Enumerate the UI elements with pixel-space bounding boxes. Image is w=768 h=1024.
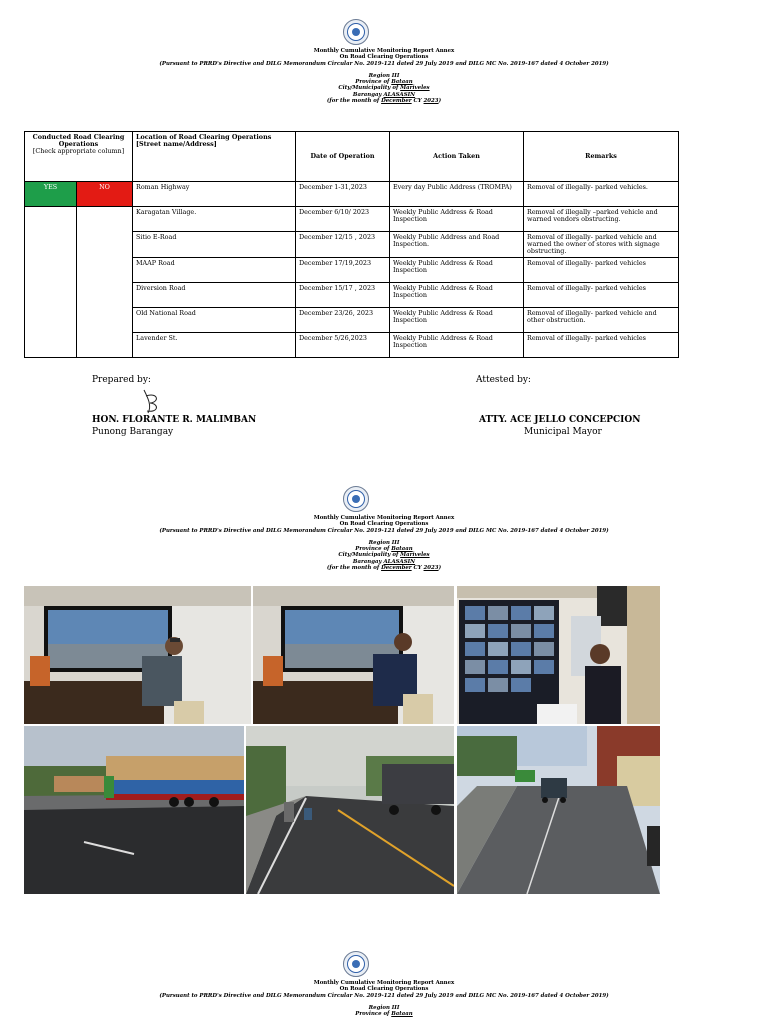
dilg-seal-icon [343, 951, 369, 977]
signature-icon [138, 386, 164, 416]
report-header: Monthly Cumulative Monitoring Report Annex On Road Clearing Operations (Pursuant to PRRD's Directive and DILG Memorandum Circular No. 2019-121 dated 29 July 2019 and DILG MC No. 2019-167 dated 4 October 2019) Region III Province of Bataan City/Municipality of Mariveles Barangay ALASASIN (for the month of December CY 2023) [159, 515, 609, 572]
header-pursuant: (Pursuant to PRRD's Directive and DILG Memorandum Circular No. 2019-121 dated 29 July 2019 and DILG MC No. 2019-167 dated 4 October 2019) [159, 60, 609, 67]
header-title: Monthly Cumulative Monitoring Report Annex [313, 48, 455, 54]
table-row: MAAP Road December 17/19,2023 Weekly Public Address & Road Inspection Removal of illegally- parked vehicles [25, 258, 679, 283]
header-city: Mariveles [400, 85, 430, 92]
date-header: Date of Operation [296, 132, 390, 182]
table-row: Lavender St. December 5/26,2023 Weekly Public Address & Road Inspection Removal of illegally- parked vehicles [25, 333, 679, 358]
header-month: December [381, 98, 412, 105]
conducted-header: Conducted Road Clearing Operations [Check appropriate column] [25, 132, 133, 182]
table-row: Karagatan Village. December 6/10/ 2023 Weekly Public Address & Road Inspection Removal of illegally –parked vehicle and warned vendors obstructing. [25, 207, 679, 232]
attested-by-label: Attested by: [476, 375, 531, 385]
prepared-by-label: Prepared by: [92, 375, 151, 385]
header-subtitle: On Road Clearing Operations [339, 54, 429, 61]
report-header: Monthly Cumulative Monitoring Report Annex On Road Clearing Operations (Pursuant to PRRD's Directive and DILG Memorandum Circular No. 2019-121 dated 29 July 2019 and DILG MC No. 2019-167 dated 4 October 2019) Region III Province of Bataan [159, 980, 609, 1018]
photo-cctv-wall [457, 586, 660, 724]
yes-cell: YES [25, 182, 77, 207]
header-barangay: ALASASIN [383, 91, 416, 98]
photo-parked-trucks [24, 726, 244, 894]
photo-cctv-monitor-2 [253, 586, 454, 724]
attested-by-name: ATTY. ACE JELLO CONCEPCION [479, 415, 641, 425]
table-row: Sitio E-Road December 12/15 , 2023 Weekly Public Address and Road Inspection. Removal of illegally- parked vehicle and warned the owner of stores with signage obstructing. [25, 232, 679, 258]
table-row: Diversion Road December 15/17 , 2023 Weekly Public Address & Road Inspection Removal of illegally- parked vehicles [25, 283, 679, 308]
header-region: Region III [368, 72, 400, 79]
attested-by-title: Municipal Mayor [524, 427, 602, 437]
dilg-seal-icon [343, 19, 369, 45]
header-year: 2023 [423, 98, 439, 105]
no-cell: NO [77, 182, 133, 207]
remarks-header: Remarks [524, 132, 679, 182]
photo-cctv-monitor [24, 586, 251, 724]
dilg-seal-icon [343, 486, 369, 512]
report-header: Monthly Cumulative Monitoring Report Annex On Road Clearing Operations (Pursuant to PRRD's Directive and DILG Memorandum Circular No. 2019-121 dated 29 July 2019 and DILG MC No. 2019-167 dated 4 October 2019) Region III Province of Bataan City/Municipality of Mariveles Barangay ALASASIN (for the month of December CY 2023) [0, 48, 768, 104]
action-header: Action Taken [390, 132, 524, 182]
header-province: Bataan [391, 79, 413, 86]
photo-street-vehicles [457, 726, 660, 894]
photo-road-truck [246, 726, 454, 894]
road-clearing-table [24, 131, 679, 358]
prepared-by-title: Punong Barangay [92, 427, 174, 437]
table-row: Old National Road December 23/26, 2023 Weekly Public Address & Road Inspection Removal of illegally- parked vehicle and other obstruction. [25, 308, 679, 333]
location-header: Location of Road Clearing Operations [Street name/Address] [133, 132, 296, 182]
prepared-by-name: HON. FLORANTE R. MALIMBAN [92, 415, 257, 425]
table-row: YES NO Roman Highway December 1-31,2023 Every day Public Address (TROMPA) Removal of illegally- parked vehicles. [25, 182, 679, 207]
